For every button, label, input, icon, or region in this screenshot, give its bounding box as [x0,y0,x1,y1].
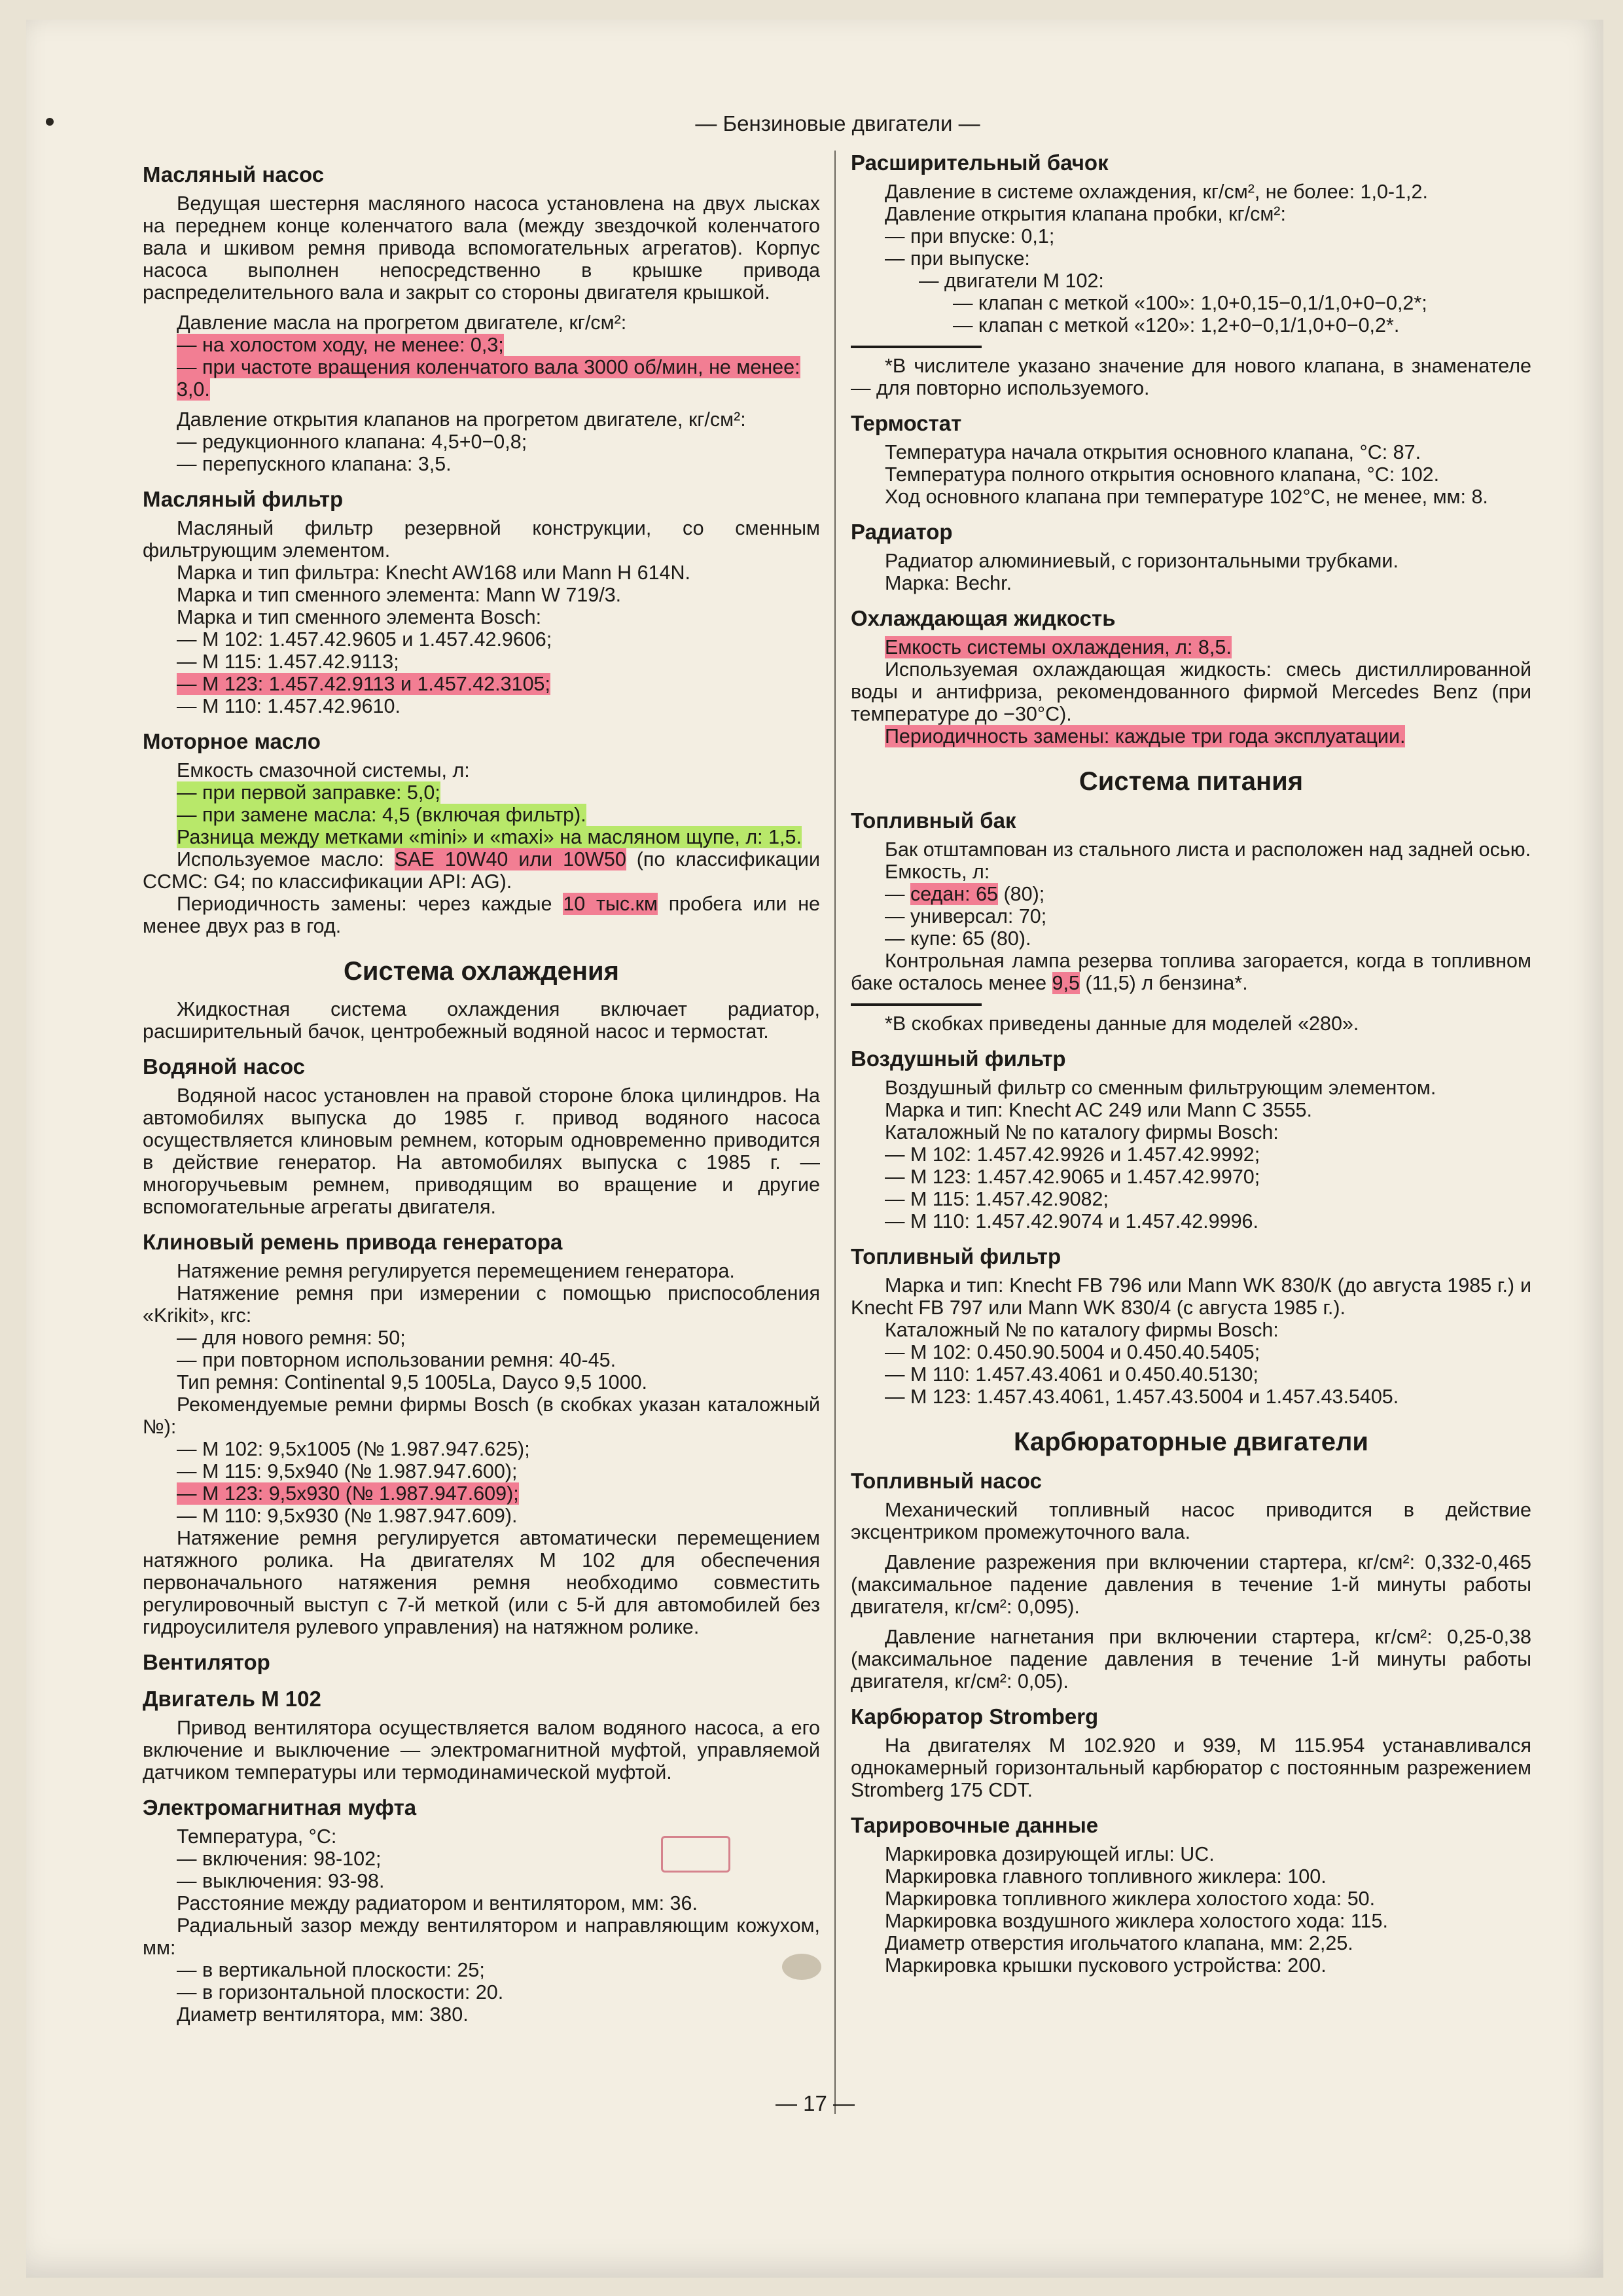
fuel-pump-text: Механический топливный насос приводится в действие эксцентриком промежуточного вала. [851,1499,1531,1543]
list-item: — М 123: 1.457.42.9065 и 1.457.42.9970; [885,1166,1260,1188]
oil-interval-line: Периодичность замены: через каждые 10 тыс.км пробега или не менее двух раз в год. [143,893,821,937]
list-item: — М 123: 1.457.43.4061, 1.457.43.5004 и 1.457.43.5405. [885,1386,1399,1408]
chapter-title-carb: Карбюраторные двигатели [1013,1427,1369,1456]
list-item: — М 115: 1.457.42.9113; [177,651,399,673]
belt-line: Натяжение ремня при измерении с помощью приспособления «Krikit», кгс: [143,1282,820,1327]
clutch-line: Расстояние между радиатором и вентилятором, мм: 36. [177,1892,698,1914]
tank-line: Давление открытия клапана пробки, кг/см²: [885,203,1286,225]
section-title-clutch: Электромагнитная муфта [143,1795,417,1820]
section-title-radiator: Радиатор [851,520,953,544]
column-divider [834,151,836,2114]
section-title-fuel-tank: Топливный бак [851,808,1016,833]
page-number: — 17 — [776,2091,855,2115]
tank-line: Давление в системе охлаждения, кг/см², не более: 1,0-1,2. [885,181,1428,203]
air-filter-line: Марка и тип: Knecht AC 249 или Mann C 3555. [885,1099,1312,1121]
footnote: *В числителе указано значение для нового клапана, в знаменателе — для повторно используемого. [851,355,1531,399]
list-item: — двигатели М 102: [919,270,1104,292]
air-filter-line: Воздушный фильтр со сменным фильтрующим элементом. [885,1077,1436,1099]
list-item: — седан: 65 (80); [885,883,1045,905]
section-title-stromberg: Карбюратор Stromberg [851,1704,1099,1729]
fuel-tank-text: Бак отштампован из стального листа и расположен над задней осью. [885,838,1531,861]
list-item: — при выпуске: [885,247,1030,270]
fuel-filter-line: Марка и тип: Knecht FB 796 или Mann WK 830/К (до августа 1985 г.) и Knecht FB 797 или Mann WK 830/4 (с августа 1985 г.). [851,1274,1531,1319]
stromberg-text: На двигателях М 102.920 и 939, М 115.954 устанавливался однокамерный горизонтальный карбюратор с постоянным разрежением Stromberg 175 CDT. [851,1734,1531,1801]
list-item: — М 110: 9,5x930 (№ 1.987.947.609). [177,1505,518,1527]
list-item: — редукционного клапана: 4,5+0−0,8; [177,431,527,453]
thermostat-line: Температура начала открытия основного клапана, °С: 87. [885,441,1421,463]
ink-spot [46,118,54,126]
list-item: — М 123: 9,5x930 (№ 1.987.947.609); [177,1482,519,1505]
left-column [143,151,820,2026]
oil-filter-line: Марка и тип фильтра: Knecht AW168 или Mann H 614N. [177,562,691,584]
section-title-thermostat: Термостат [851,411,962,435]
list-item: — М 110: 1.457.42.9074 и 1.457.42.9996. [885,1210,1258,1232]
calibration-line: Маркировка воздушного жиклера холостого хода: 115. [885,1910,1388,1932]
list-item: — М 115: 9,5x940 (№ 1.987.947.600); [177,1460,518,1482]
list-item: — в вертикальной плоскости: 25; [177,1959,485,1981]
stain-mark [782,1954,821,1980]
belt-auto-text: Натяжение ремня регулируется автоматически перемещением натяжного ролика. На двигателях М 102 для обеспечения первоначального натяжения ремня необходимо совместить регулировочный выступ с 7-й меткой (или с 5-й для автомобилей без гидроусилителя рулевого управления) на натяжном ролике. [143,1527,820,1638]
section-title-fuel-filter: Топливный фильтр [851,1244,1061,1268]
list-item: — универсал: 70; [885,905,1047,927]
section-title-fan: Вентилятор [143,1650,270,1674]
fuel-pump-discharge: Давление нагнетания при включении стартера, кг/см²: 0,25-0,38 (максимальное падение давления в течение 1-й минуты работы двигателя, кг/см²: 0,05). [851,1626,1531,1693]
section-title-engine-oil: Моторное масло [143,729,321,753]
coolant-capacity: Емкость системы охлаждения, л: 8,5. [885,636,1232,658]
chapter-title-fuel: Система питания [1079,767,1304,796]
list-item: — при повторном использовании ремня: 40-45. [177,1349,616,1371]
oil-pump-text: Ведущая шестерня масляного насоса установлена на двух лысках на переднем конце коленчатого вала (между звездочкой коленчатого вала и шкивом ремня привода вспомогательных агрегатов). Корпус насоса выполнен непосредственно в крышке привода распределительного вала и закрыт со стороны двигателя крышкой. [143,192,820,304]
belt-line: Тип ремня: Continental 9,5 1005La, Dayco 9,5 1000. [177,1371,648,1393]
coolant-interval: Периодичность замены: каждые три года эксплуатации. [885,725,1406,747]
list-item: — в горизонтальной плоскости: 20. [177,1981,504,2003]
section-title-belt: Клиновый ремень привода генератора [143,1230,563,1254]
oil-filter-line: Марка и тип сменного элемента Bosch: [177,606,542,628]
calibration-line: Маркировка главного топливного жиклера: 100. [885,1865,1327,1888]
list-item: — М 110: 1.457.43.4061 и 0.450.40.5130; [885,1363,1258,1386]
list-item: — М 123: 1.457.42.9113 и 1.457.42.3105; [177,673,550,695]
list-item: — включения: 98-102; [177,1848,382,1870]
list-item: — клапан с меткой «100»: 1,0+0,15−0,1/1,0+0−0,2*; [953,292,1427,314]
list-item: — на холостом ходу, не менее: 0,3; [177,334,504,356]
air-filter-line: Каталожный № по каталогу фирмы Bosch: [885,1121,1279,1143]
section-title-fuel-pump: Топливный насос [851,1469,1042,1493]
calibration-line: Диаметр отверстия игольчатого клапана, мм: 2,25. [885,1932,1353,1954]
section-title-air-filter: Воздушный фильтр [851,1047,1066,1071]
cooling-intro: Жидкостная система охлаждения включает радиатор, расширительный бачок, центробежный водяной насос и термостат. [143,998,820,1043]
valve-pressure-label: Давление открытия клапанов на прогретом двигателе, кг/см²: [177,408,746,431]
calibration-line: Маркировка крышки пускового устройства: 200. [885,1954,1327,1977]
coolant-text: Используемая охлаждающая жидкость: смесь дистиллированной воды и антифриза, рекомендованного фирмой Mercedes Benz (при температуре до −30°С). [851,658,1531,725]
running-header: — Бензиновые двигатели — [695,111,980,135]
section-title-calibration: Тарировочные данные [851,1813,1099,1837]
radiator-line: Радиатор алюминиевый, с горизонтальными трубками. [885,550,1399,572]
water-pump-text: Водяной насос установлен на правой стороне блока цилиндров. На автомобилях выпуска до 1985 г. привод водяного насоса осуществляется клиновым ремнем, которым одновременно приводится в действие генератор. На автомобилях выпуска с 1985 г. — многоручьевым ремнем, приводящим во вращение и другие вспомогательные агрегаты двигателя. [143,1085,820,1218]
footnote: *В скобках приведены данные для моделей «280». [885,1013,1359,1035]
list-item: — при замене масла: 4,5 (включая фильтр). [177,804,586,826]
list-item: — перепускного клапана: 3,5. [177,453,452,475]
footnote-rule [851,346,982,348]
fuel-pump-vacuum: Давление разрежения при включении стартера, кг/см²: 0,332-0,465 (максимальное падение давления в течение 1-й минуты работы двигателя, кг/см²: 0,095). [851,1551,1531,1618]
clutch-line: Диаметр вентилятора, мм: 380. [177,2003,469,2026]
list-item: — М 102: 0.450.90.5004 и 0.450.40.5405; [885,1341,1260,1363]
list-item: — при первой заправке: 5,0; [177,781,440,804]
fuel-filter-line: Каталожный № по каталогу фирмы Bosch: [885,1319,1279,1341]
stamp-mark [661,1836,730,1873]
list-item: — клапан с меткой «120»: 1,2+0−0,1/1,0+0−0,2*. [953,314,1400,336]
oil-pressure-label: Давление масла на прогретом двигателе, кг/см²: [177,312,627,334]
section-title-oil-filter: Масляный фильтр [143,487,344,511]
list-item: — М 102: 1.457.42.9605 и 1.457.42.9606; [177,628,552,651]
list-item: — для нового ремня: 50; [177,1327,406,1349]
oil-filter-line: Марка и тип сменного элемента: Mann W 719/3. [177,584,622,606]
section-title-tank: Расширительный бачок [851,151,1109,175]
clutch-line: Температура, °С: [177,1825,337,1848]
list-item: — при впуске: 0,1; [885,225,1055,247]
calibration-line: Маркировка топливного жиклера холостого хода: 50. [885,1888,1376,1910]
footnote-rule [851,1003,982,1006]
section-title-oil-pump: Масляный насос [143,162,325,187]
section-title-engine-m102: Двигатель М 102 [143,1687,321,1711]
dipstick-line: Разница между метками «mini» и «maxi» на масляном щупе, л: 1,5. [177,826,802,848]
oil-grade-line: Используемое масло: SAE 10W40 или 10W50 (по классификации CCMC: G4; по классификации API: AG). [143,848,820,893]
oil-filter-text: Масляный фильтр резервной конструкции, со сменным фильтрующим элементом. [143,517,820,562]
list-item: — М 110: 1.457.42.9610. [177,695,401,717]
thermostat-line: Ход основного клапана при температуре 102°С, не менее, мм: 8. [885,486,1488,508]
fuel-lamp-text: Контрольная лампа резерва топлива загорается, когда в топливном баке осталось менее 9,5 (11,5) л бензина*. [851,950,1531,994]
chapter-title-cooling: Система охлаждения [344,957,619,986]
radiator-line: Марка: Bechr. [885,572,1012,594]
thermostat-line: Температура полного открытия основного клапана, °С: 102. [885,463,1440,486]
list-item: — выключения: 93-98. [177,1870,385,1892]
list-item: — купе: 65 (80). [885,927,1031,950]
list-item: — М 102: 9,5x1005 (№ 1.987.947.625); [177,1438,530,1460]
right-column [851,151,1531,1977]
list-item: — М 102: 1.457.42.9926 и 1.457.42.9992; [885,1143,1260,1166]
list-item: — при частоте вращения коленчатого вала 3000 об/мин, не менее: 3,0. [177,356,800,401]
list-item: — М 115: 1.457.42.9082; [885,1188,1109,1210]
section-title-coolant: Охлаждающая жидкость [851,606,1116,630]
clutch-line: Радиальный зазор между вентилятором и направляющим кожухом, мм: [143,1914,820,1959]
fuel-tank-capacity: Емкость, л: [885,861,990,883]
belt-line: Натяжение ремня регулируется перемещением генератора. [177,1260,735,1282]
belt-line: Рекомендуемые ремни фирмы Bosch (в скобках указан каталожный №): [143,1393,820,1438]
calibration-line: Маркировка дозирующей иглы: UC. [885,1843,1215,1865]
section-title-water-pump: Водяной насос [143,1054,306,1079]
fan-text: Привод вентилятора осуществляется валом водяного насоса, а его включение и выключение — электромагнитной муфтой, управляемой датчиком температуры или термодинамической муфтой. [143,1717,820,1784]
oil-capacity-label: Емкость смазочной системы, л: [177,759,470,781]
